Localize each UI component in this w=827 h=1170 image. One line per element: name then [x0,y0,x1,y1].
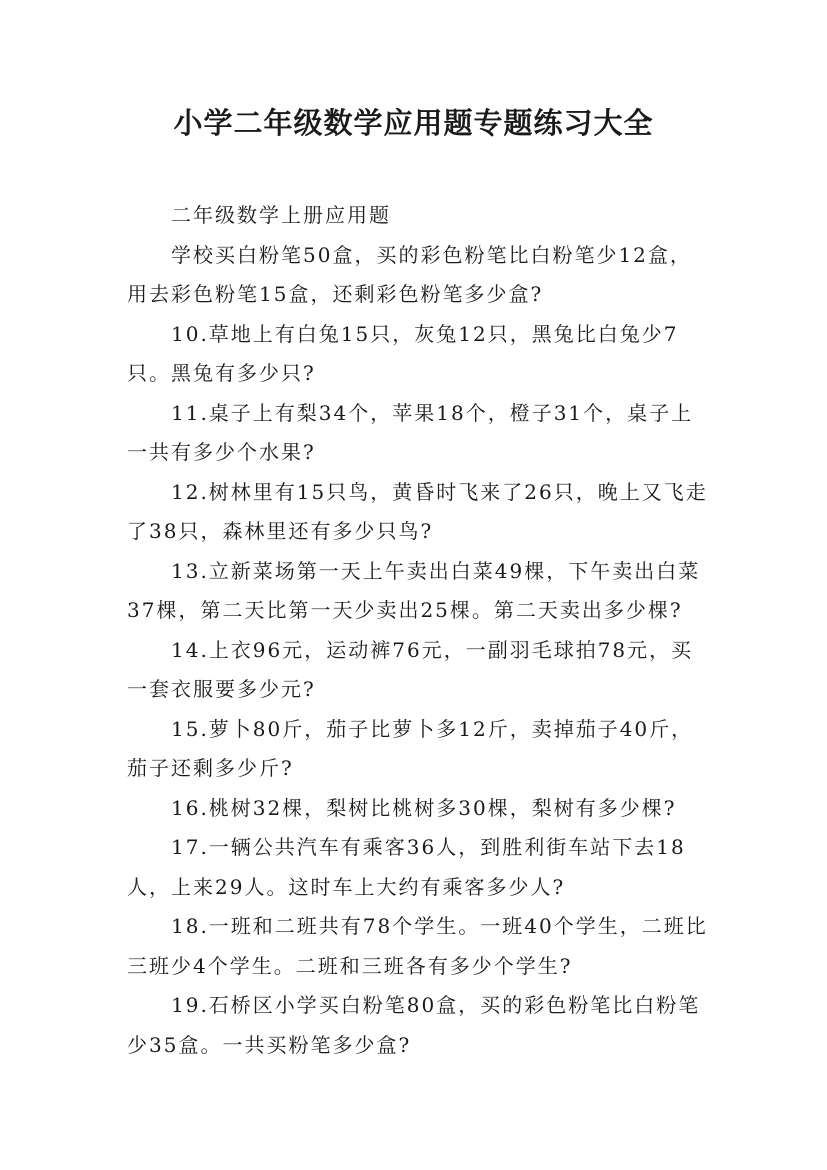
problem-paragraph: 14.上衣96元，运动裤76元，一副羽毛球拍78元，买一套衣服要多少元? [127,637,694,701]
document-body [127,196,712,1065]
section-heading: 二年级数学上册应用题 [171,203,391,227]
problem-paragraph: 16.桃树32棵，梨树比桃树多30棵，梨树有多少棵? [171,795,677,820]
problem-paragraph: 11.桌子上有梨34个，苹果18个，橙子31个，桌子上一共有多少个水果? [127,400,694,464]
problem-paragraph: 15.萝卜80斤，茄子比萝卜多12斤，卖掉茄子40斤，茄子还剩多少斤? [127,716,694,780]
problem-paragraph: 17.一辆公共汽车有乘客36人，到胜利街车站下去18人，上来29人。这时车上大约有乘客多少人? [127,835,686,899]
problem-paragraph: 学校买白粉笔50盒，买的彩色粉笔比白粉笔少12盒，用去彩色粉笔15盒，还剩彩色粉笔多少盒? [127,242,692,306]
problem-paragraph: 10.草地上有白兔15只，灰兔12只，黑兔比白兔少7只。黑兔有多少只? [127,321,679,385]
problem-paragraph: 12.树林里有15只鸟，黄昏时飞来了26只，晚上又飞走了38只，森林里还有多少只鸟? [127,479,708,543]
problem-paragraph: 13.立新菜场第一天上午卖出白菜49棵，下午卖出白菜37棵，第二天比第一天少卖出25棵。第二天卖出多少棵? [127,558,701,622]
problem-paragraph: 18.一班和二班共有78个学生。一班40个学生，二班比三班少4个学生。二班和三班各有多少个学生? [127,914,708,978]
document-title: 小学二年级数学应用题专题练习大全 [173,106,654,140]
problem-paragraph: 19.石桥区小学买白粉笔80盒，买的彩色粉笔比白粉笔少35盒。一共买粉笔多少盒? [127,993,701,1057]
